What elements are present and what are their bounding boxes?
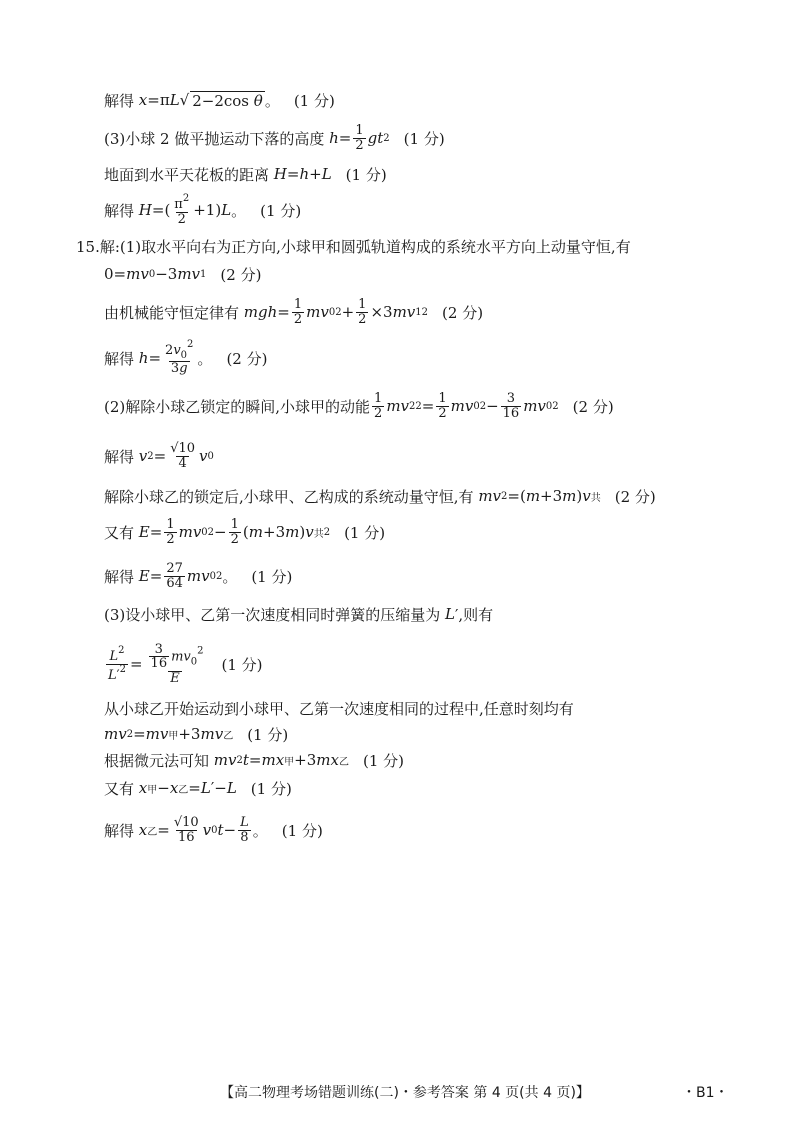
- line-10: 解得 v 2 = $\frac{√10}{4}$ v 0: [104, 440, 214, 471]
- line-4: 解得 H =( $\frac{\pi^2}{2}$ +1) L 。 (1 分): [104, 192, 302, 227]
- score-19: (1 分): [250, 779, 292, 798]
- score-13: (1 分): [251, 567, 293, 586]
- line-3: 地面到水平天花板的距离 H = h + L (1 分): [104, 165, 387, 184]
- score-11: (2 分): [614, 487, 656, 506]
- score-4: (1 分): [260, 201, 302, 220]
- line-14: (3)设小球甲、乙第一次速度相同时弹簧的压缩量为 L ′,则有: [104, 605, 494, 624]
- line-9: (2)解除小球乙锁定的瞬间,小球甲的动能 $\frac{1}{2}$ mv 2 2 = $\frac{1}{2}$ mv 0 2 − $\frac{3}{16}$ mv 0 2 (2 分): [104, 390, 614, 421]
- score-8: (2 分): [226, 349, 268, 368]
- score-18: (1 分): [362, 751, 404, 770]
- eq-x: x: [138, 91, 148, 109]
- score-2: (1 分): [403, 129, 445, 148]
- q15-header: 15.解:(1)取水平向右为正方向,小球甲和圆弧轨道构成的系统水平方向上动量守恒,有: [76, 237, 631, 256]
- score-3: (1 分): [345, 165, 387, 184]
- score-17: (1 分): [247, 725, 289, 744]
- score-7: (2 分): [442, 303, 484, 322]
- page-footer: 【高二物理考场错题训练(二)・参考答案 第 4 页(共 4 页)】: [220, 1085, 590, 1101]
- score-20: (1 分): [281, 821, 323, 840]
- score-1: (1 分): [293, 91, 335, 110]
- line-2: (3)小球 2 做平抛运动下落的高度 h = $\frac{1}{2}$ gt 2 (1 分): [104, 122, 445, 153]
- score-12: (1 分): [344, 523, 386, 542]
- line-19: 又有 x 甲 − x 乙 = L ′− L (1 分): [104, 779, 292, 798]
- score-15: (1 分): [221, 655, 263, 674]
- score-6: (2 分): [220, 265, 262, 284]
- line-18: 根据微元法可知 mv 2 t = mx 甲 +3 mx 乙 (1 分): [104, 751, 404, 770]
- line-17: mv 2 = mv 甲 +3 mv 乙 (1 分): [104, 725, 289, 744]
- distance-text: 地面到水平天花板的距离: [104, 165, 274, 184]
- line-6: 0= mv 0 −3 mv 1 (2 分): [104, 265, 262, 284]
- line-16: 从小球乙开始运动到小球甲、乙第一次速度相同的过程中,任意时刻均有: [104, 699, 574, 718]
- line-1: 解得 x =π L √ 2−2cos θ 。 (1 分): [104, 91, 335, 110]
- line-13: 解得 E = $\frac{27}{64}$ mv 0 2 。 (1 分): [104, 560, 293, 591]
- line-12: 又有 E = $\frac{1}{2}$ mv 0 2 − $\frac{1}{2}$ ( m +3 m ) v 共 2 (1 分): [104, 516, 386, 547]
- line-7: 由机械能守恒定律有 mgh = $\frac{1}{2}$ mv 0 2 + $\frac{1}{2}$ ×3 mv 1 2 (2 分): [104, 296, 484, 327]
- q3-text: (3)小球 2 做平抛运动下落的高度: [104, 129, 330, 148]
- line-20: 解得 x 乙 = $\frac{√10}{16}$ v 0 t − $\frac{L}{8}$ 。 (1 分): [104, 814, 323, 845]
- line-11: 解除小球乙的锁定后,小球甲、乙构成的系统动量守恒,有 mv 2 =( m +3 m ) v 共 (2 分): [104, 487, 656, 506]
- line-8: 解得 h = $\frac{2v_0^2}{3g}$ 。 (2 分): [104, 338, 268, 377]
- line-15: $\frac{L^2}{L'^2}$ = $\frac{3}{16}$ $mv_0^2$ E (1 分): [108, 641, 263, 686]
- solve-x-label: 解得: [104, 91, 139, 110]
- score-9: (2 分): [572, 397, 614, 416]
- page-code: ・B1・: [682, 1085, 729, 1101]
